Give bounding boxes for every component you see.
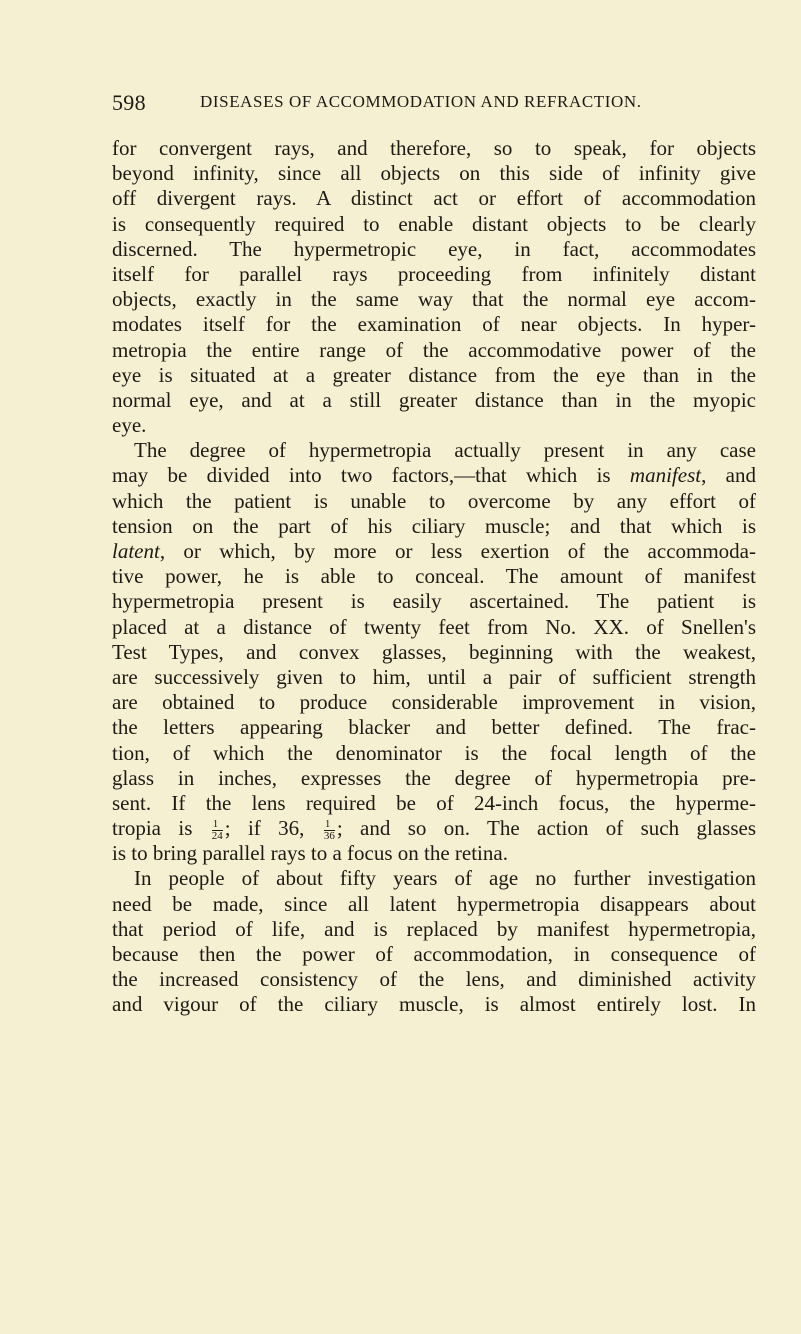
text-line: metropia the entire range of the accommodative power of the (112, 337, 756, 362)
text-line: Test Types, and convex glasses, beginning with the weakest, (112, 639, 756, 664)
text-line: glass in inches, expresses the degree of hypermetropia pre- (112, 765, 756, 790)
body-text (112, 136, 756, 1018)
text-line (112, 539, 756, 564)
line-text-mid: ; if 36, (224, 816, 322, 841)
text-line: placed at a distance of twenty feet from No. XX. of Snellen's (112, 614, 756, 639)
text-line: are obtained to produce considerable improvement in vision, (112, 690, 756, 715)
text-line: beyond infinity, since all objects on this side of infinity give (112, 161, 756, 186)
text-line: need be made, since all latent hypermetropia disappears about (112, 891, 756, 916)
line-text-tail: , or which, by more or less exertion of the accommoda- (159, 539, 756, 563)
fraction-denominator: 36 (323, 829, 335, 842)
text-line: objects, exactly in the same way that the normal eye accom- (112, 287, 756, 312)
paragraph-start-line: The degree of hypermetropia actually present in any case (134, 438, 756, 463)
fraction-one-thirty-sixth (324, 819, 335, 842)
text-line: modates itself for the examination of near objects. In hyper- (112, 312, 756, 337)
line-text-tail: ; and so on. The action of such glasses (336, 816, 756, 841)
text-line: sent. If the lens required be of 24-inch focus, the hyperme- (112, 790, 756, 815)
text-line: are successively given to him, until a pair of sufficient strength (112, 664, 756, 689)
fraction-numerator: 1 (212, 819, 223, 831)
text-line: discerned. The hypermetropic eye, in fact, accommodates (112, 236, 756, 261)
text-line: is to bring parallel rays to a focus on the retina. (112, 841, 508, 866)
text-line: and vigour of the ciliary muscle, is almost entirely lost. In (112, 992, 756, 1017)
text-line: tension on the part of his ciliary muscle; and that which is (112, 513, 756, 538)
fraction-one-twenty-fourth (212, 819, 223, 842)
text-line: normal eye, and at a still greater distance than in the myopic (112, 387, 756, 412)
page-header (112, 90, 772, 116)
page-number: 598 (112, 90, 146, 115)
line-text: may be divided into two factors,—that which is (112, 463, 630, 488)
text-line: eye is situated at a greater distance from the eye than in the (112, 362, 756, 387)
text-line: off divergent rays. A distinct act or effort of accommodation (112, 186, 756, 211)
text-line: which the patient is unable to overcome by any effort of (112, 488, 756, 513)
paragraph-start-line: In people of about fifty years of age no further investigation (134, 866, 756, 891)
italic-term-latent: latent (112, 539, 160, 563)
text-line: for convergent rays, and therefore, so to speak, for objects (112, 136, 756, 160)
fraction-denominator: 24 (211, 829, 223, 842)
text-line (112, 816, 756, 841)
fraction-numerator: 1 (324, 819, 335, 831)
text-line: itself for parallel rays proceeding from infinitely distant (112, 261, 756, 286)
running-head: DISEASES OF ACCOMMODATION AND REFRACTION. (200, 92, 642, 111)
text-line: the letters appearing blacker and better defined. The frac- (112, 715, 756, 740)
text-line: eye. (112, 413, 147, 438)
text-line: hypermetropia present is easily ascertained. The patient is (112, 589, 756, 614)
italic-term-manifest: manifest (629, 463, 702, 488)
line-text-tail: , and (701, 463, 756, 488)
text-line: the increased consistency of the lens, and diminished activity (112, 967, 756, 992)
line-text: tropia is (112, 816, 210, 841)
text-line: that period of life, and is replaced by manifest hypermetropia, (112, 916, 756, 941)
text-line: is consequently required to enable distant objects to be clearly (112, 211, 756, 236)
text-line (112, 463, 756, 488)
text-line: because then the power of accommodation, in consequence of (112, 942, 756, 966)
text-line: tive power, he is able to conceal. The amount of manifest (112, 564, 756, 589)
text-line: tion, of which the denominator is the focal length of the (112, 740, 756, 765)
